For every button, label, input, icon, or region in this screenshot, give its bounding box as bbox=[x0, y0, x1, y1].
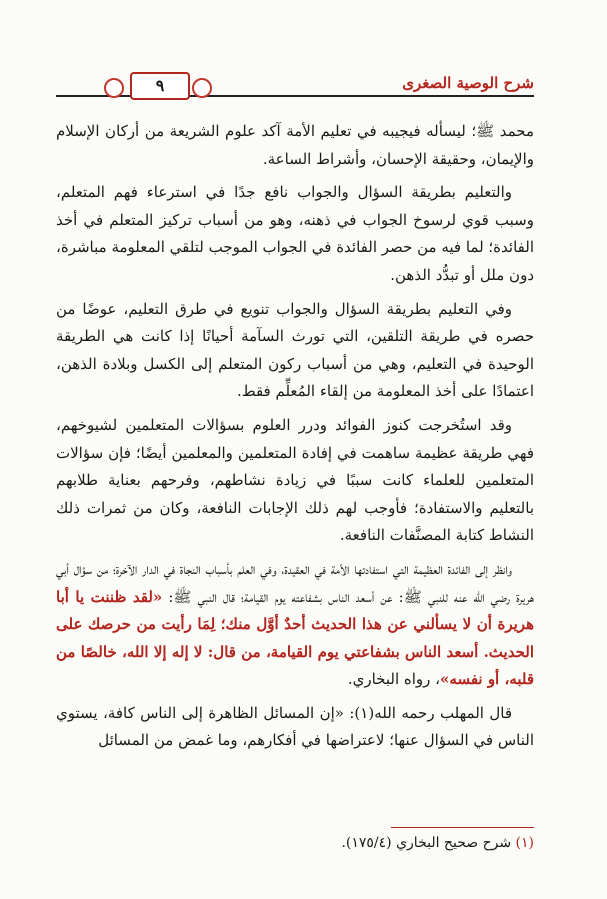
hadith-quote: «لقد ظننت يا أبا هريرة أن لا يسألني عن هذا الحديث أحدٌ أوَّل منك؛ لِمَا رأيت من حرصك على الحديث. أسعد الناس بشفاعتي يوم القيامة، من قال: لا إله إلا الله، خالصًا من قلبه، أو نفسه» bbox=[56, 587, 534, 689]
ornament-right bbox=[192, 78, 212, 98]
paragraph-text: وفي التعليم بطريقة السؤال والجواب تنويع في طرق التعليم، عوضًا من حصره في طريقة التلقين، التي تورث السآمة أحيانًا إذا كانت هي الطريقة الوحيدة في التعليم، وهي من أسباب ركون المتعلم إلى الكسل وبلادة الذهن، اعتمادًا على أخذ المعلومة من إلقاء المُعلِّم فقط. bbox=[56, 299, 534, 401]
paragraph bbox=[56, 179, 534, 289]
paragraph bbox=[56, 556, 534, 694]
footnote-separator bbox=[391, 827, 534, 828]
header-rule bbox=[56, 95, 534, 97]
paragraph-text: ، رواه البخاري. bbox=[347, 670, 441, 689]
body-text bbox=[56, 118, 534, 761]
paragraph-text: وانظر إلى الفائدة العظيمة التي استفادتها الأمة في العقيدة، وفي العلم بأسباب النجاة في الدار الآخرة؛ من سؤال أبي هريرة رضي الله عنه للنبي ﷺ: عن أسعد الناس بشفاعته يوم القيامة؛ قال النبي ﷺ: bbox=[56, 559, 535, 606]
paragraph-text: قال المهلب رحمه الله(١): «إن المسائل الظاهرة إلى الناس كافة، يستوي الناس في السؤال عنها؛ لاعتراضها في أفكارهم، وما غمض من المسائل bbox=[56, 703, 534, 750]
footnote-number: (١) bbox=[515, 835, 534, 851]
paragraph bbox=[56, 296, 534, 406]
ornament-left bbox=[104, 78, 124, 98]
paragraph-text: والتعليم بطريقة السؤال والجواب نافع جدًا في استرعاء فهم المتعلم، وسبب قوي لرسوخ الجواب في ذهنه، وهو من أسباب تركيز المتعلم في أخذ الفائدة؛ لما فيه من حصر الفائدة في الجواب الموجب لتلقي المعلومة مباشرة، دون ملل أو تبدُّد الذهن. bbox=[56, 183, 534, 284]
book-title: شرح الوصية الصغرى bbox=[402, 74, 534, 92]
page-number: ٩ bbox=[130, 72, 190, 100]
paragraph bbox=[56, 412, 534, 550]
footnote bbox=[56, 831, 534, 855]
paragraph-text: وقد استُخرجت كنوز الفوائد ودرر العلوم بسؤالات المتعلمين لشيوخهم، فهي طريقة عظيمة ساهمت في إفادة المتعلمين والمعلمين أيضًا؛ فإن سؤالات المتعلمين للعلماء كانت سببًا في زيادة نشاطهم، وفرحهم بعناية طلابهم بالتعليم والاستفادة؛ فأوجب لهم ذلك الإجابات النافعة، وكان من ثمرات ذلك النشاط كتابة المصنَّفات النافعة. bbox=[56, 415, 534, 545]
page-header bbox=[56, 68, 534, 102]
paragraph bbox=[56, 118, 534, 173]
footnote-text: شرح صحيح البخاري (١٧٥/٤). bbox=[341, 835, 512, 851]
paragraph-text: محمد ﷺ؛ ليسأله فيجيبه في تعليم الأمة آكد علوم الشريعة من أركان الإسلام والإيمان، وحقيقة الإحسان، وأشراط الساعة. bbox=[56, 122, 534, 168]
paragraph bbox=[56, 700, 534, 755]
